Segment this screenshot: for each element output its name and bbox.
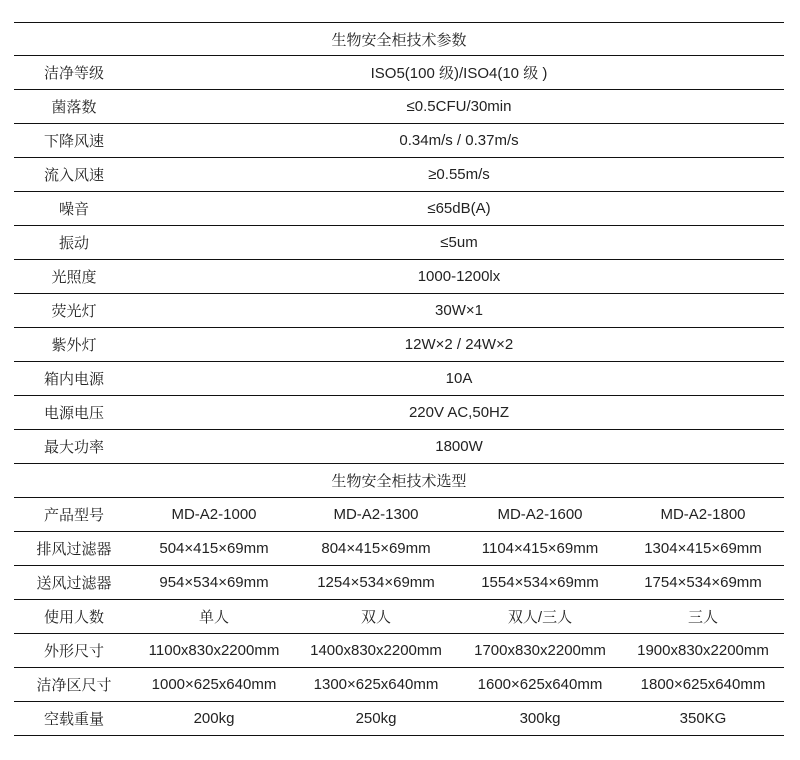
spec-value: 1000-1200lx: [417, 268, 501, 285]
model-label: 产品型号: [43, 506, 104, 524]
model-cell: 1300×625x640mm: [313, 676, 439, 693]
spec-row: [14, 56, 784, 90]
model-label: 空载重量: [43, 710, 104, 728]
model-cell: 954×534×69mm: [159, 574, 269, 591]
spec-row: [14, 328, 784, 362]
model-cell: 200kg: [193, 710, 235, 727]
model-cell: MD-A2-1300: [333, 506, 419, 523]
spec-row: [14, 362, 784, 396]
spec-label: 最大功率: [43, 438, 104, 456]
model-cell: 350KG: [679, 710, 727, 727]
model-cell: 1100x830x2200mm: [148, 642, 280, 659]
model-cell: 1554×534×69mm: [481, 574, 599, 591]
spec-value: 12W×2 / 24W×2: [404, 336, 514, 353]
spec-row: [14, 124, 784, 158]
spec-label: 紫外灯: [51, 336, 97, 354]
spec-label: 洁净等级: [43, 64, 104, 82]
model-row: [14, 668, 784, 702]
spec-value: ≤5um: [440, 234, 478, 251]
model-cell: 单人: [198, 609, 229, 626]
spec-row: [14, 260, 784, 294]
model-cell: 504×415×69mm: [159, 540, 269, 557]
spec-label: 荧光灯: [51, 302, 97, 320]
model-cell: 804×415×69mm: [321, 540, 431, 557]
spec-row: [14, 90, 784, 124]
spec-label: 菌落数: [51, 98, 97, 116]
spec-value: 1800W: [435, 438, 483, 455]
spec-row: [14, 158, 784, 192]
spec-row: [14, 192, 784, 226]
spec-value: 30W×1: [435, 302, 483, 319]
spec-value: ≤0.5CFU/30min: [406, 98, 512, 115]
model-row: [14, 532, 784, 566]
spec-label: 噪音: [58, 200, 89, 218]
spec-label: 流入风速: [43, 166, 104, 184]
spec-row: [14, 294, 784, 328]
model-cell: 300kg: [519, 710, 561, 727]
spec-label: 下降风速: [43, 132, 104, 150]
model-cell: 三人: [687, 609, 718, 626]
model-label: 使用人数: [43, 608, 104, 626]
spec-row: [14, 396, 784, 430]
spec-label: 振动: [58, 234, 89, 252]
spec-value: ISO5(100 级)/ISO4(10 级 ): [370, 65, 548, 82]
model-table-title: 生物安全柜技术选型: [14, 464, 784, 498]
model-cell: MD-A2-1000: [171, 506, 257, 523]
model-row: [14, 702, 784, 736]
model-label: 排风过滤器: [36, 540, 112, 558]
model-cell: MD-A2-1800: [660, 506, 746, 523]
model-row: [14, 566, 784, 600]
model-row: [14, 600, 784, 634]
spec-value: 10A: [445, 370, 473, 387]
spec-row: [14, 226, 784, 260]
spec-value: 220V AC,50HZ: [408, 404, 510, 421]
spec-document: [14, 22, 784, 736]
model-label: 外形尺寸: [43, 642, 104, 660]
spec-value: ≤65dB(A): [427, 200, 491, 217]
model-cell: 1304×415×69mm: [644, 540, 762, 557]
spec-label: 光照度: [51, 268, 97, 286]
spec-row: [14, 430, 784, 464]
model-cell: 1000×625x640mm: [151, 676, 277, 693]
model-cell: 1800×625x640mm: [640, 676, 766, 693]
model-cell: 250kg: [355, 710, 397, 727]
model-cell: 1600×625x640mm: [477, 676, 603, 693]
spec-label: 电源电压: [43, 404, 104, 422]
model-label: 洁净区尺寸: [36, 676, 112, 694]
model-cell: 双人/三人: [507, 609, 573, 626]
spec-value: ≥0.55m/s: [428, 166, 490, 183]
model-cell: 1700x830x2200mm: [474, 642, 606, 659]
model-cell: 1754×534×69mm: [644, 574, 762, 591]
spec-value: 0.34m/s / 0.37m/s: [399, 132, 519, 149]
model-cell: 1400x830x2200mm: [310, 642, 442, 659]
model-row: [14, 634, 784, 668]
model-label: 送风过滤器: [36, 574, 112, 592]
model-cell: MD-A2-1600: [497, 506, 583, 523]
spec-label: 箱内电源: [43, 370, 104, 388]
model-cell: 双人: [360, 609, 391, 626]
model-row: [14, 498, 784, 532]
model-cell: 1254×534×69mm: [317, 574, 435, 591]
model-cell: 1900x830x2200mm: [637, 642, 769, 659]
model-cell: 1104×415×69mm: [481, 540, 599, 557]
spec-table-title: 生物安全柜技术参数: [14, 22, 784, 56]
